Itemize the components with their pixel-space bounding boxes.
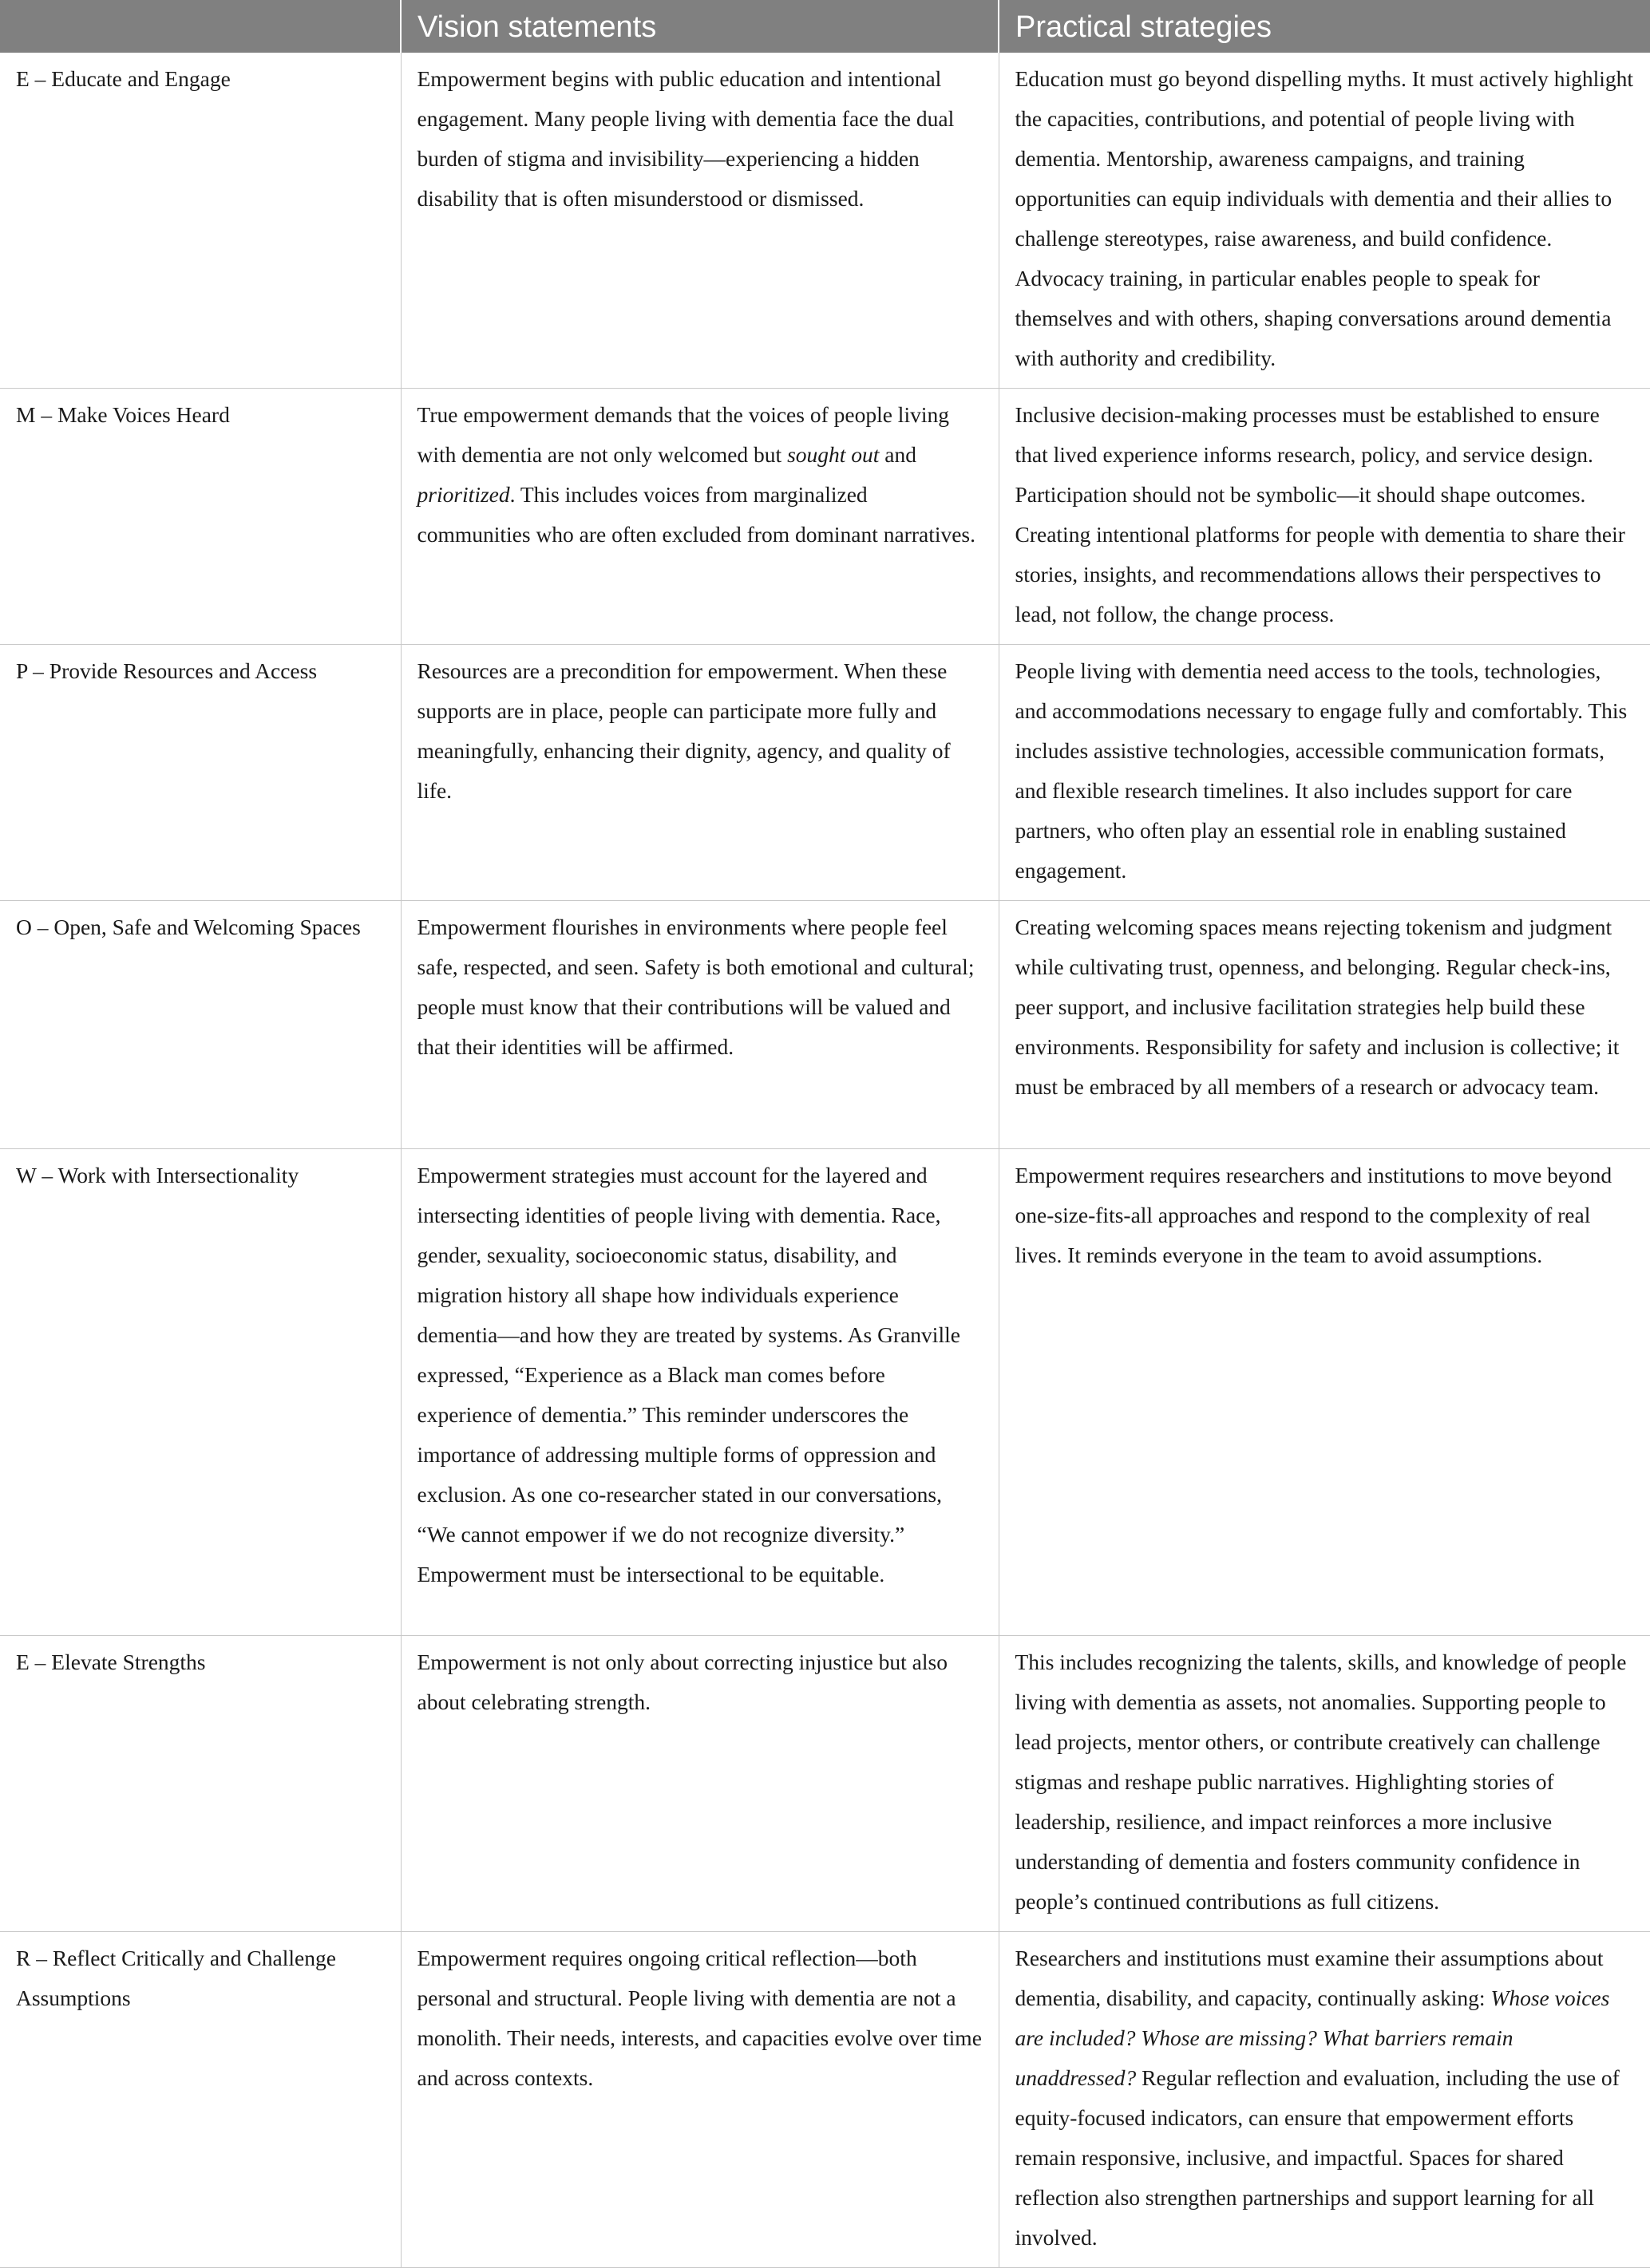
table-body [0,53,1650,2268]
strategy-cell: People living with dementia need access to the tools, technologies, and accommodations necessary to engage fully and comfortably. This includes assistive technologies, accessible communication formats, and flexible research timelines. It also includes support for care partners, who often play an essential role in enabling sustained engagement. [999,645,1650,901]
header-row [0,0,1650,53]
vision-cell: Empowerment is not only about correcting injustice but also about celebrating strength. [401,1636,999,1932]
table-row [0,1149,1650,1636]
strategy-cell: Inclusive decision-making processes must be established to ensure that lived experience informs research, policy, and service design. Participation should not be symbolic—it should shape outcomes. Creating intentional platforms for people with dementia to share their stories, insights, and recommendations allows their perspectives to lead, not follow, the change process. [999,389,1650,645]
table-row [0,53,1650,389]
vision-cell: Empowerment flourishes in environments where people feel safe, respected, and seen. Safety is both emotional and cultural; people must know that their contributions will be valued and that their identities will be affirmed. [401,901,999,1149]
header-cell-strategy: Practical strategies [999,0,1650,53]
vision-cell: Resources are a precondition for empowerment. When these supports are in place, people can participate more fully and meaningfully, enhancing their dignity, agency, and quality of life. [401,645,999,901]
strategy-cell: Creating welcoming spaces means rejecting tokenism and judgment while cultivating trust, openness, and belonging. Regular check-ins, peer support, and inclusive facilitation strategies help build these environments. Responsibility for safety and inclusion is collective; it must be embraced by all members of a research or advocacy team. [999,901,1650,1149]
strategy-cell: This includes recognizing the talents, skills, and knowledge of people living with dementia as assets, not anomalies. Supporting people to lead projects, mentor others, or contribute creatively can challenge stigmas and reshape public narratives. Highlighting stories of leadership, resilience, and impact reinforces a more inclusive understanding of dementia and fosters community confidence in people’s continued contributions as full citizens. [999,1636,1650,1932]
vision-cell: True empowerment demands that the voices of people living with dementia are not only welcomed but sought out and prioritized. This includes voices from marginalized communities who are often excluded from dominant narratives. [401,389,999,645]
strategy-cell: Researchers and institutions must examine their assumptions about dementia, disability, and capacity, continually asking: Whose voices are included? Whose are missing? What barriers remain unaddressed? Regular reflection and evaluation, including the use of equity-focused indicators, can ensure that empowerment efforts remain responsive, inclusive, and impactful. Spaces for shared reflection also strengthen partnerships and support learning for all involved. [999,1932,1650,2268]
row-label-cell: O – Open, Safe and Welcoming Spaces [0,901,401,1149]
header-cell-vision: Vision statements [401,0,999,53]
row-label-cell: W – Work with Intersectionality [0,1149,401,1636]
vision-cell: Empowerment requires ongoing critical reflection—both personal and structural. People living with dementia are not a monolith. Their needs, interests, and capacities evolve over time and across contexts. [401,1932,999,2268]
table-row [0,389,1650,645]
vision-cell: Empowerment begins with public education and intentional engagement. Many people living with dementia face the dual burden of stigma and invisibility—experiencing a hidden disability that is often misunderstood or dismissed. [401,53,999,389]
strategy-cell: Empowerment requires researchers and institutions to move beyond one-size-fits-all approaches and respond to the complexity of real lives. It reminds everyone in the team to avoid assumptions. [999,1149,1650,1636]
row-label-cell: R – Reflect Critically and Challenge Assumptions [0,1932,401,2268]
row-label-cell: E – Educate and Engage [0,53,401,389]
table-row [0,645,1650,901]
table-row [0,1932,1650,2268]
header-cell-label [0,0,401,53]
strategy-cell: Education must go beyond dispelling myths. It must actively highlight the capacities, contributions, and potential of people living with dementia. Mentorship, awareness campaigns, and training opportunities can equip individuals with dementia and their allies to challenge stereotypes, raise awareness, and build confidence. Advocacy training, in particular enables people to speak for themselves and with others, shaping conversations around dementia with authority and credibility. [999,53,1650,389]
row-label-cell: E – Elevate Strengths [0,1636,401,1932]
row-label-cell: P – Provide Resources and Access [0,645,401,901]
table-row [0,901,1650,1149]
table-row [0,1636,1650,1932]
table-header [0,0,1650,53]
vision-cell: Empowerment strategies must account for the layered and intersecting identities of people living with dementia. Race, gender, sexuality, socioeconomic status, disability, and migration history all shape how individuals experience dementia—and how they are treated by systems. As Granville expressed, “Experience as a Black man comes before experience of dementia.” This reminder underscores the importance of addressing multiple forms of oppression and exclusion. As one co-researcher stated in our conversations, “We cannot empower if we do not recognize diversity.” Empowerment must be intersectional to be equitable. [401,1149,999,1636]
emphasis-text: Whose voices are included? Whose are missing? What barriers remain unaddressed? [1015,1985,1610,2090]
emphasis-text: sought out [787,442,880,467]
emphasis-text: prioritized [417,482,510,507]
row-label-cell: M – Make Voices Heard [0,389,401,645]
